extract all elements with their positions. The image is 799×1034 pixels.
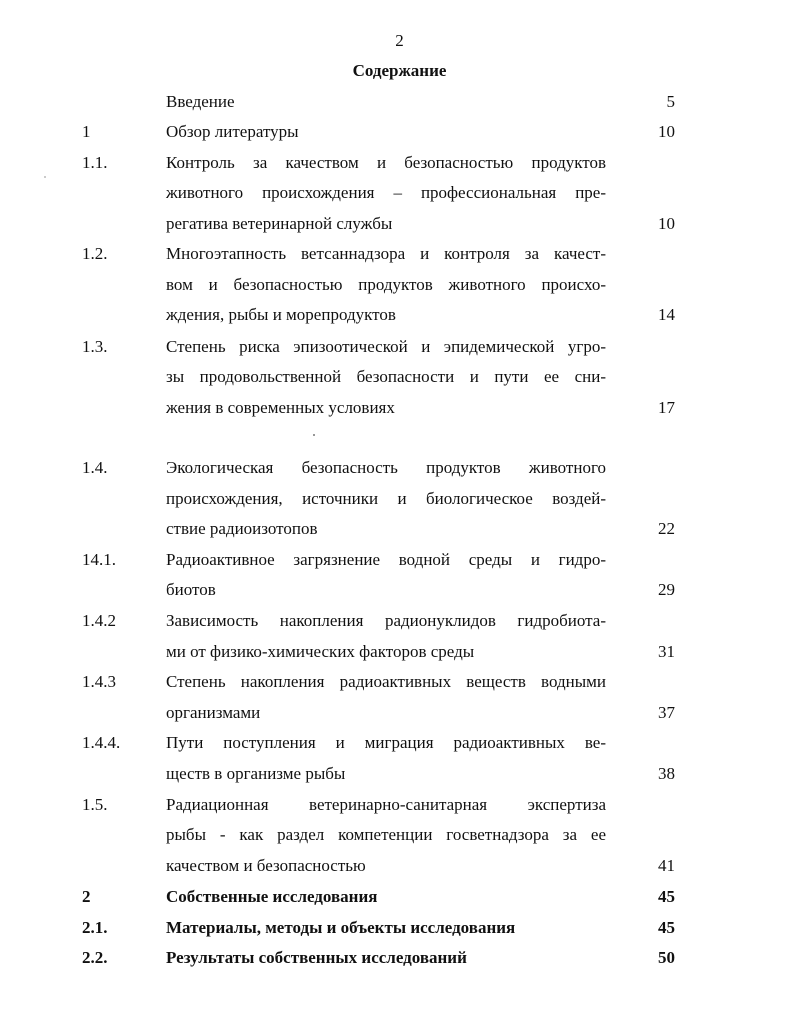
toc-entry-title-line: жения в современных условиях — [166, 398, 395, 417]
toc-entry-page: 41 — [658, 856, 675, 875]
toc-entry-number: 2 — [82, 887, 91, 906]
toc-entry-number: 1.4.4. — [82, 733, 121, 752]
toc-entry-title-line: организмами — [166, 703, 261, 722]
toc-entry-title-line: качеством и безопасностью — [166, 856, 366, 875]
toc-entry-title-line: происхождения, источники и биологическое воздей- — [166, 489, 606, 508]
toc-entry-number: 1.2. — [82, 244, 108, 263]
toc-entry-number: 1.3. — [82, 337, 108, 356]
toc-entry-title-line: зы продовольственной безопасности и пути ее сни- — [166, 367, 606, 386]
page-number: 2 — [395, 31, 404, 50]
toc-entry-page: 22 — [658, 519, 675, 538]
toc-entry-number: 1.1. — [82, 153, 108, 172]
toc-entry-page: 5 — [666, 92, 675, 111]
toc-title: Содержание — [352, 61, 447, 80]
toc-entry-title-line: животного происхождения – профессиональная пре- — [166, 183, 606, 202]
toc-entry-page: 14 — [658, 305, 675, 324]
toc-entry-page: 10 — [658, 122, 675, 141]
toc-entry-title-line: Степень накопления радиоактивных веществ водными — [166, 672, 606, 691]
toc-entry-title-line: Обзор литературы — [166, 122, 299, 141]
toc-entry-page: 31 — [658, 642, 675, 661]
toc-entry-title-line: Введение — [166, 92, 235, 111]
toc-entry-page: 45 — [658, 887, 675, 906]
toc-entry-number: 1 — [82, 122, 91, 141]
toc-entry-title-line: Радиоактивное загрязнение водной среды и гидро- — [166, 550, 606, 569]
toc-entry-title-line: Степень риска эпизоотической и эпидемической угро- — [166, 337, 606, 356]
toc-entry-number: 1.4. — [82, 458, 108, 477]
toc-entry-number: 2.1. — [82, 918, 108, 937]
toc-entry-title-line: Экологическая безопасность продуктов животного — [166, 458, 606, 477]
toc-entry-number: 1.4.3 — [82, 672, 116, 691]
scan-speck — [44, 176, 46, 178]
toc-entry-number: 1.5. — [82, 795, 108, 814]
toc-entry-number: 14.1. — [82, 550, 116, 569]
toc-entry-title-line: биотов — [166, 580, 216, 599]
toc-entry-title-line: Контроль за качеством и безопасностью продуктов — [166, 153, 606, 172]
toc-entry-page: 10 — [658, 214, 675, 233]
toc-entry-number: 2.2. — [82, 948, 108, 967]
toc-entry-number: 1.4.2 — [82, 611, 116, 630]
toc-entry-page: 38 — [658, 764, 675, 783]
toc-entry-page: 50 — [658, 948, 675, 967]
toc-entry-title-line: вом и безопасностью продуктов животного происхо- — [166, 275, 606, 294]
toc-entry-title-line: ствие радиоизотопов — [166, 519, 318, 538]
toc-entry-title-line: рыбы - как раздел компетенции госветнадзора за ее — [166, 825, 606, 844]
toc-entry-page: 45 — [658, 918, 675, 937]
toc-entry-title-line: ми от физико-химических факторов среды — [166, 642, 475, 661]
toc-entry-title-line: ществ в организме рыбы — [166, 764, 346, 783]
toc-entry-title-line: Зависимость накопления радионуклидов гидробиота- — [166, 611, 606, 630]
toc-entry-title-line: регатива ветеринарной службы — [166, 214, 393, 233]
toc-entry-title-line: Материалы, методы и объекты исследования — [166, 918, 516, 937]
toc-entry-page: 37 — [658, 703, 675, 722]
toc-entry-title-line: ждения, рыбы и морепродуктов — [166, 305, 396, 324]
toc-entry-title-line: Многоэтапность ветсаннадзора и контроля за качест- — [166, 244, 606, 263]
toc-entry-page: 29 — [658, 580, 675, 599]
toc-entry-title-line: Собственные исследования — [166, 887, 378, 906]
toc-entry-page: 17 — [658, 398, 675, 417]
toc-entry-title-line: Радиационная ветеринарно-санитарная экспертиза — [166, 795, 606, 814]
toc-entry-title-line: Результаты собственных исследований — [166, 948, 467, 967]
toc-entry-title-line: Пути поступления и миграция радиоактивных ве- — [166, 733, 606, 752]
scan-speck — [313, 434, 315, 436]
